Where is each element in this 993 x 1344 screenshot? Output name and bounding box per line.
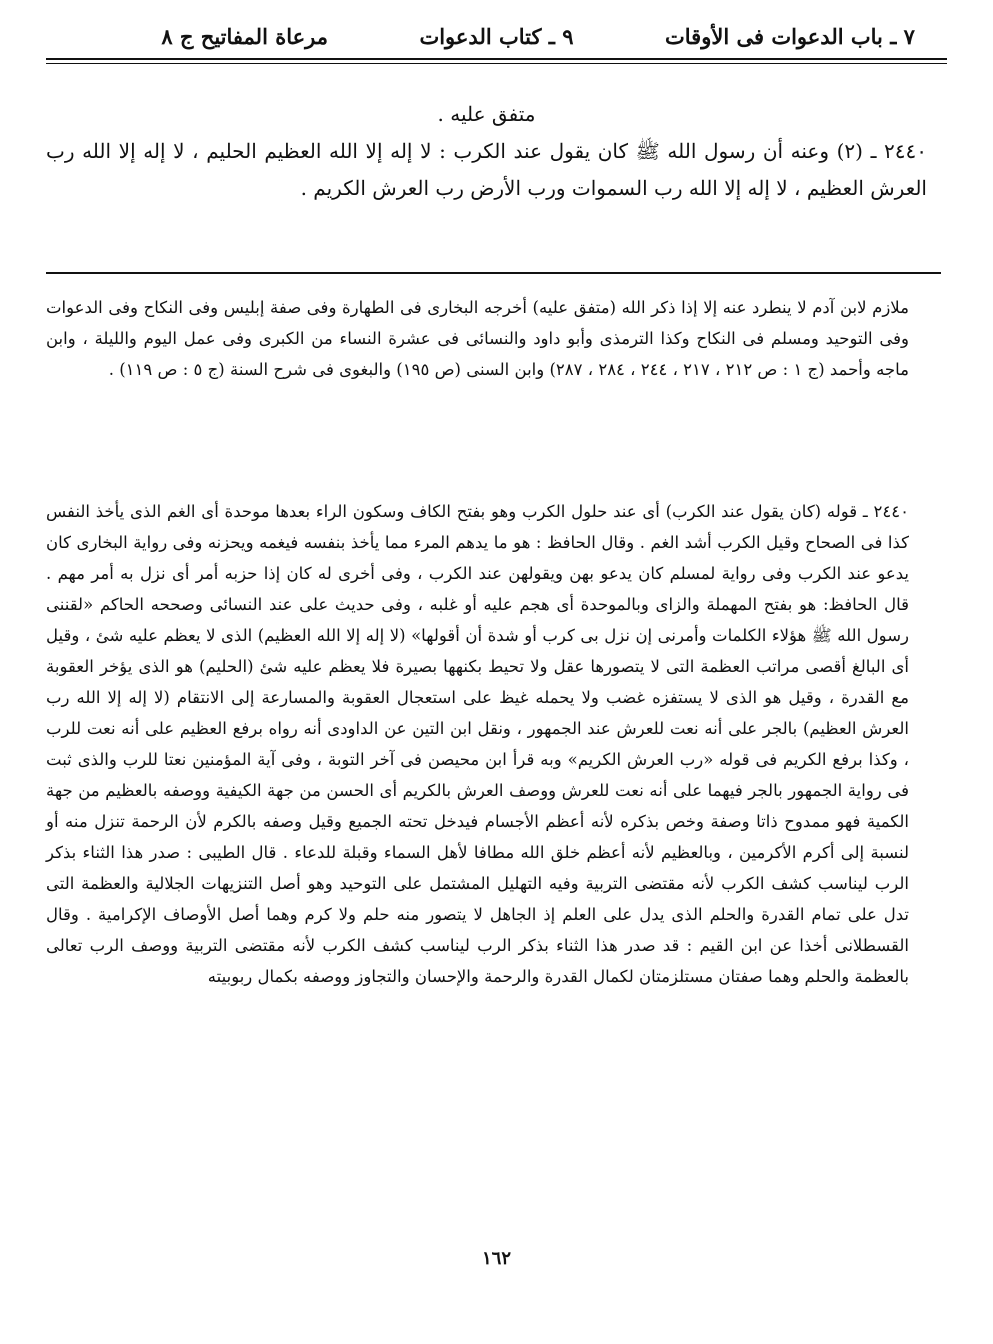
header-section: ٩ ـ كتاب الدعوات [419, 23, 574, 49]
header-chapter: ٧ ـ باب الدعوات فى الأوقات [665, 23, 915, 49]
main-text [46, 96, 927, 207]
hadith-text: ٢٤٤٠ ـ (٢) وعنه أن رسول الله ﷺ كان يقول عند الكرب : لا إله إلا الله العظيم الحليم ، لا إله إلا الله رب العرش العظيم ، لا إله إلا الله رب السموات ورب الأرض رب العرش الكريم . [46, 139, 927, 200]
running-header [28, 16, 965, 56]
separator-rule [46, 272, 941, 274]
header-rule [46, 58, 947, 64]
muttafaq-line: متفق عليه . [437, 102, 536, 126]
commentary-paragraph-1: ملازم لابن آدم لا ينطرد عنه إلا إذا ذكر الله (متفق عليه) أخرجه البخارى فى الطهارة وفى صفة إبليس وفى النكاح وفى الدعوات وفى التوحيد ومسلم فى النكاح وكذا الترمذى وأبو داود والنسائى فى عشرة النساء من الكبرى وفى عمل اليوم والليلة ، وابن ماجه وأحمد (ج ١ : ص ٢١٢ ، ٢١٧ ، ٢٤٤ ، ٢٨٤ ، ٢٨٧) وابن السنى (ص ١٩٥) والبغوى فى شرح السنة (ج ٥ : ص ١١٩) . [46, 298, 909, 379]
header-book-title: مرعاة المفاتيح ج ٨ [161, 23, 328, 49]
commentary-paragraph-2: ٢٤٤٠ ـ قوله (كان يقول عند الكرب) أى عند حلول الكرب وهو بفتح الكاف وسكون الراء بعدها موحدة أى الغم الذى يأخذ النفس كذا فى الصحاح وقيل الكرب أشد الغم . وقال الحافظ : هو ما يدهم المرء مما يأخذ بنفسه فيغمه ويحزنه وفى رواية البخارى كان يدعو عند الكرب وفى رواية لمسلم كان يدعو بهن ويقولهن عند الكرب ، وفى أخرى له كان إذا حزبه أمر أى نزل به أمر مهم . قال الحافظ: هو بفتح المهملة والزاى وبالموحدة أى هجم عليه أو غلبه ، وفى حديث على عند النسائى وصححه الحاكم «لقننى رسول الله ﷺ هؤلاء الكلمات وأمرنى إن نزل بى كرب أو شدة أن أقولها» (لا إله إلا الله العظيم) الذى لا يعظم عليه شئ ، وقيل أى البالغ أقصى مراتب العظمة التى لا يتصورها عقل ولا تحيط بكنهها بصيرة فلا يعظم عليه شئ (الحليم) هو الذى يؤخر العقوبة مع القدرة ، وقيل هو الذى لا يستفزه غضب ولا يحمله غيظ على استعجال العقوبة والمسارعة إلى الانتقام (لا إله إلا الله رب العرش العظيم) بالجر على أنه نعت للعرش عند الجمهور ، ونقل ابن التين عن الداودى أنه رواه برفع العظيم على أنه نعت للرب ، وكذا برفع الكريم فى قوله «رب العرش الكريم» وبه قرأ ابن محيصن فى آخر التوبة ، وفى آية المؤمنين نعتا للرب والذى ثبت فى رواية الجمهور بالجر فيهما على أنه نعت للعرش ووصف العرش بالكريم أى الحسن من جهة الكيفية ووصفه بالعظيم من جهة الكمية فهو ممدوح ذاتا وصفة وخص بذكره لأنه أعظم الأجسام فيدخل تحته الجميع وقيل وصفه بالكرم لأن الرحمة تنزل منه أو لنسبة إلى أكرم الأكرمين ، وبالعظيم لأنه أعظم خلق الله مطافا لأهل السماء وقبلة للدعاء . قال الطيبى : صدر هذا الثناء بذكر الرب ليناسب كشف الكرب لأنه مقتضى التربية وفيه التهليل المشتمل على التوحيد وهو أصل التنزيهات الجلالية والعظمة التى تدل على تمام القدرة والحلم الذى يدل على العلم إذ الجاهل لا يتصور منه حلم ولا كرم وهما أصل الأوصاف الإكرامية . وقال القسطلانى أخذا عن ابن القيم : قد صدر هذا الثناء بذكر الرب ليناسب كشف الكرب لأنه مقتضى التربية ووصف الرب تعالى بالعظمة والحلم وهما صفتان مستلزمتان لكمال القدرة والرحمة والإحسان والتجاوز ووصفه بكمال ربوبيته [46, 502, 909, 986]
page-number: ١٦٢ [481, 1248, 511, 1269]
